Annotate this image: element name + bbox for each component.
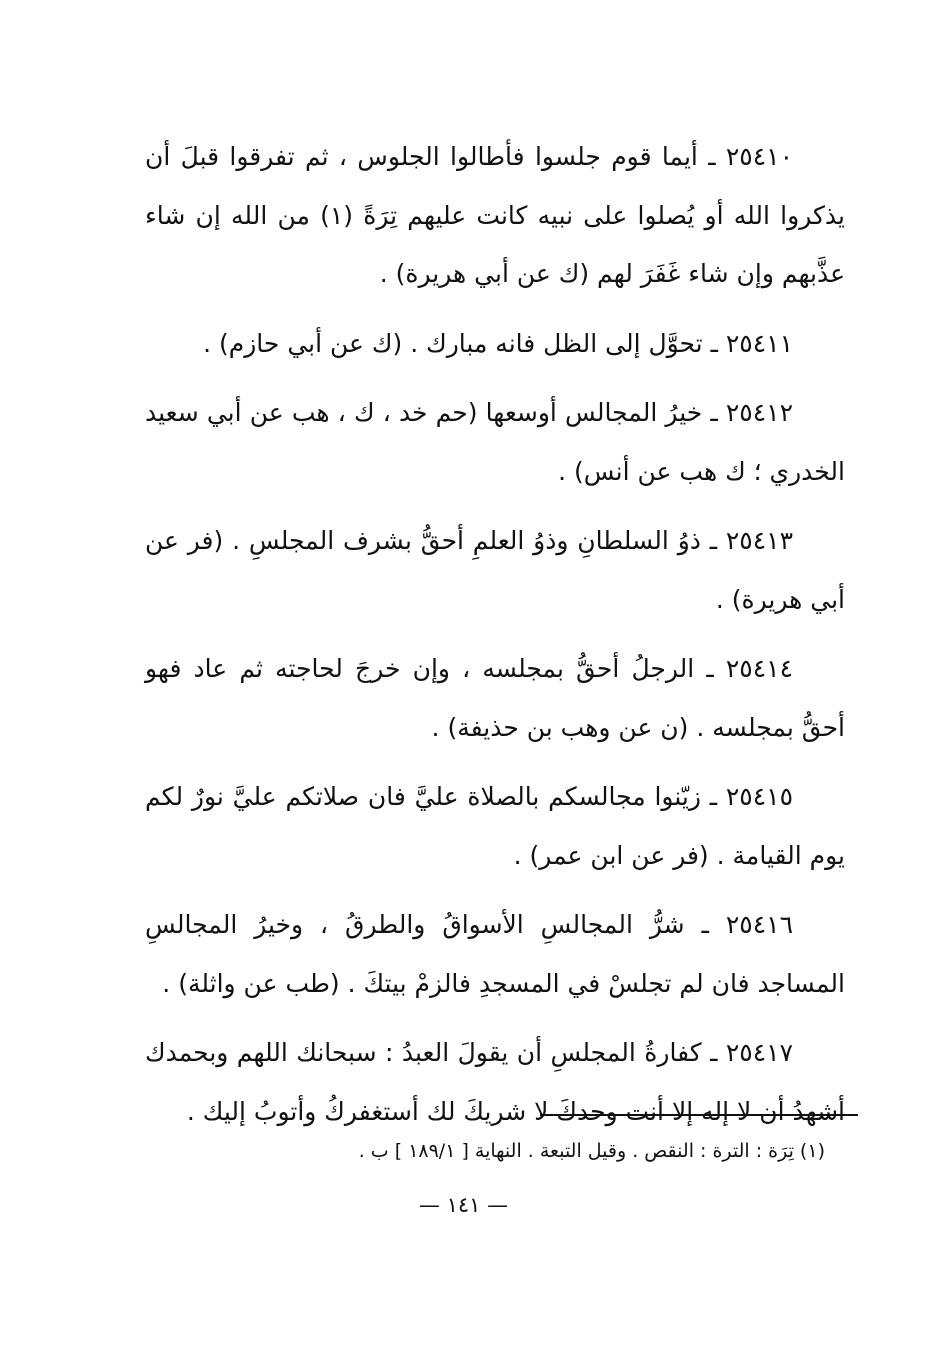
hadith-text: شرُّ المجالسِ الأسواقُ والطرقُ ، وخيرُ المجالسِ المساجد فان لم تجلسْ في المسجدِ فالزمْ بيتكَ . (طب عن واثلة) . <box>145 910 845 998</box>
hadith-number: ٢٥٤١١ <box>725 328 793 358</box>
hadith-text: تحوَّل إلى الظل فانه مبارك . (ك عن أبي حازم) . <box>203 328 703 358</box>
hadith-entry: ٢٥٤١٦ ـ شرُّ المجالسِ الأسواقُ والطرقُ ، وخيرُ المجالسِ المساجد فان لم تجلسْ في المسجدِ فالزمْ بيتكَ . (طب عن واثلة) . <box>145 910 845 998</box>
hadith-entry: ٢٥٤١٤ ـ الرجلُ أحقُّ بمجلسه ، وإن خرجَ لحاجته ثم عاد فهو أحقُّ بمجلسه . (ن عن وهب بن حذيفة) . <box>145 654 845 742</box>
hadith-text: ذوُ السلطانِ وذوُ العلمِ أحقُّ بشرف المجلسِ . (فر عن أبي هريرة) . <box>145 526 845 614</box>
hadith-number: ٢٥٤١٢ <box>725 398 793 427</box>
hadith-entry: ٢٥٤١٥ ـ زيّنوا مجالسكم بالصلاة عليَّ فان صلاتكم عليَّ نورٌ لكم يوم القيامة . (فر عن ابن عمر) . <box>145 782 845 870</box>
hadith-number: ٢٥٤١٣ <box>725 526 794 555</box>
hadith-number: ٢٥٤١٦ <box>725 910 794 939</box>
page-number: — ١٤١ — <box>418 1193 509 1217</box>
hadith-list <box>145 128 845 1152</box>
hadith-text: خيرُ المجالس أوسعها (حم خد ، ك ، هب عن أبي سعيد الخدري ؛ ك هب عن أنس) . <box>145 398 845 486</box>
hadith-entry: ٢٥٤١٢ ـ خيرُ المجالس أوسعها (حم خد ، ك ، هب عن أبي سعيد الخدري ؛ ك هب عن أنس) . <box>145 398 845 486</box>
hadith-entry: ٢٥٤١٠ ـ أيما قوم جلسوا فأطالوا الجلوس ، ثم تفرقوا قبلَ أن يذكروا الله أو يُصلوا على نبيه كانت عليهم تِرَةً (١) من الله إن شاء عذَّبهم وإن شاء غَفَرَ لهم (ك عن أبي هريرة) . <box>145 142 845 288</box>
hadith-entry: ٢٥٤١٣ ـ ذوُ السلطانِ وذوُ العلمِ أحقُّ بشرف المجلسِ . (فر عن أبي هريرة) . <box>145 526 845 614</box>
hadith-text: الرجلُ أحقُّ بمجلسه ، وإن خرجَ لحاجته ثم عاد فهو أحقُّ بمجلسه . (ن عن وهب بن حذيفة) . <box>145 654 845 742</box>
footnote: (١) تِرَة : الترة : النقص . وقيل التبعة . النهاية [ ١٨٩/١ ] ب . <box>358 1140 825 1162</box>
hadith-number: ٢٥٤١٠ <box>725 142 794 171</box>
hadith-text: أيما قوم جلسوا فأطالوا الجلوس ، ثم تفرقوا قبلَ أن يذكروا الله أو يُصلوا على نبيه كانت عليهم تِرَةً (١) من الله إن شاء عذَّبهم وإن شاء غَفَرَ لهم (ك عن أبي هريرة) . <box>145 142 845 288</box>
footnote-divider <box>540 1114 858 1116</box>
hadith-text: كفارةُ المجلسِ أن يقولَ العبدُ : سبحانك اللهم وبحمدك أشهدُ أن لا إله إلا أنت وحدكَ لا شريكَ لك أستغفركُ وأتوبُ إليك . <box>145 1038 845 1126</box>
hadith-entry: ٢٥٤١١ ـ تحوَّل إلى الظل فانه مبارك . (ك عن أبي حازم) . <box>203 328 793 358</box>
hadith-number: ٢٥٤١٧ <box>725 1038 794 1067</box>
hadith-text: زيّنوا مجالسكم بالصلاة عليَّ فان صلاتكم عليَّ نورٌ لكم يوم القيامة . (فر عن ابن عمر) . <box>145 782 845 870</box>
hadith-number: ٢٥٤١٤ <box>725 654 794 683</box>
hadith-entry: ٢٥٤١٧ ـ كفارةُ المجلسِ أن يقولَ العبدُ : سبحانك اللهم وبحمدك أشهدُ أن لا إله إلا أنت وحدكَ لا شريكَ لك أستغفركُ وأتوبُ إليك . <box>145 1038 845 1126</box>
hadith-number: ٢٥٤١٥ <box>725 782 794 811</box>
